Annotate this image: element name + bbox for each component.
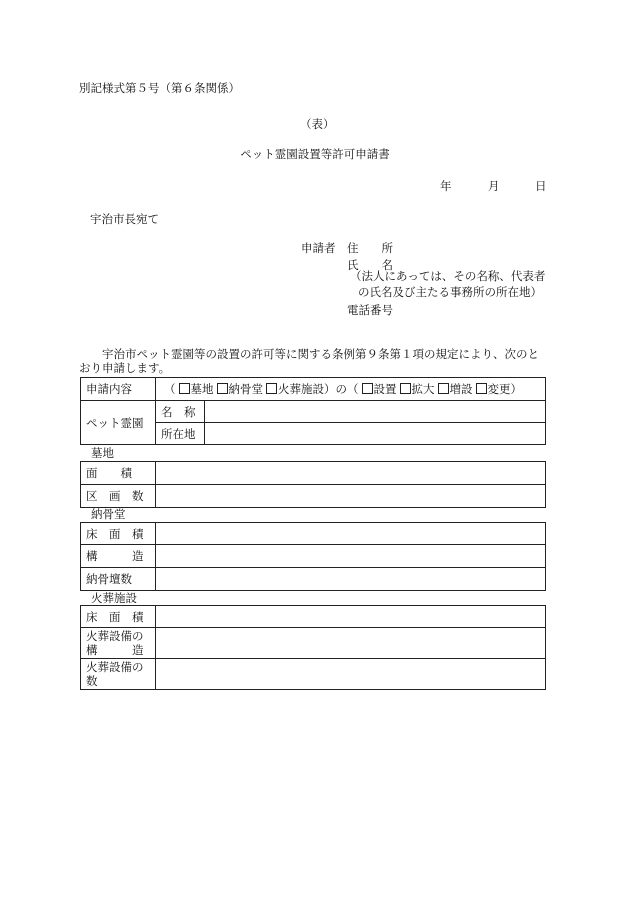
- name-label: 氏 名: [347, 258, 393, 272]
- checkbox-zosetsu[interactable]: [438, 383, 449, 394]
- option-zosetsu: 増設: [449, 382, 473, 396]
- corporation-note: [350, 268, 545, 300]
- option-kakudai: 拡大: [411, 382, 435, 396]
- kaso-equip-count-line1: 火葬設備の: [86, 660, 144, 674]
- bochi-plots-label: 区 画 数: [81, 485, 156, 508]
- kaso-equip-structure-line2: 構 造: [86, 643, 144, 657]
- kaso-equip-structure-line1: 火葬設備の: [86, 629, 144, 643]
- nokotsudo-structure-label: 構 造: [81, 545, 156, 568]
- pet-cemetery-label: ペット霊園: [81, 401, 156, 445]
- paren: （: [164, 382, 176, 396]
- content-label: 申請内容: [81, 378, 156, 401]
- kaso-equip-count-label: [81, 659, 156, 690]
- nokotsudo-structure-field[interactable]: [156, 545, 546, 568]
- month-label: 月: [488, 179, 500, 193]
- section-kaso: 火葬施設: [91, 591, 137, 605]
- cemetery-name-field[interactable]: [205, 401, 546, 423]
- kaso-floor-area-field[interactable]: [156, 606, 546, 628]
- section-nokotsudo: 納骨堂: [91, 507, 126, 521]
- bochi-area-field[interactable]: [156, 462, 546, 485]
- cemetery-location-label: 所在地: [156, 423, 205, 445]
- day-label: 日: [535, 179, 547, 193]
- phone-label: 電話番号: [347, 303, 393, 317]
- addressee: 宇治市長宛て: [90, 212, 159, 226]
- intro-text: 宇治市ペット霊園等の設置の許可等に関する条例第９条第１項の規定により、次のとおり申請します。: [79, 347, 539, 375]
- corporation-note-line2: の氏名及び主たる事務所の所在地）: [358, 285, 542, 299]
- checkbox-kakudai[interactable]: [400, 383, 411, 394]
- corporation-note-line1: （法人にあっては、その名称、代表者: [350, 269, 546, 283]
- page-side-label: （表）: [300, 117, 335, 131]
- kaso-equip-count-line2: 数: [86, 674, 98, 688]
- checkbox-nokotsudo[interactable]: [217, 383, 228, 394]
- year-label: 年: [440, 179, 452, 193]
- option-henko: 変更: [487, 382, 511, 396]
- application-table: [80, 377, 546, 445]
- option-nokotsudo: 納骨堂: [228, 382, 263, 396]
- nokotsudo-floor-area-field[interactable]: [156, 523, 546, 545]
- bochi-table: [80, 461, 546, 508]
- checkbox-setchi[interactable]: [362, 383, 373, 394]
- bochi-area-label: 面 積: [81, 462, 156, 485]
- option-kaso: 火葬施設: [278, 382, 324, 396]
- nokotsudo-altar-count-label: 納骨壇数: [81, 568, 156, 591]
- section-bochi: 墓地: [91, 446, 114, 460]
- kaso-table: [80, 605, 546, 690]
- nokotsudo-floor-area-label: 床 面 積: [81, 523, 156, 545]
- checkbox-bochi[interactable]: [179, 383, 190, 394]
- address-label: 住 所: [347, 241, 393, 255]
- kaso-equip-count-field[interactable]: [156, 659, 546, 690]
- cemetery-location-field[interactable]: [205, 423, 546, 445]
- option-bochi: 墓地: [190, 382, 214, 396]
- content-options: [156, 378, 546, 401]
- bochi-plots-field[interactable]: [156, 485, 546, 508]
- nokotsudo-table: [80, 522, 546, 591]
- kaso-equip-structure-label: [81, 628, 156, 659]
- paren-middle: ）の（: [324, 382, 359, 396]
- paren-close: ）: [510, 382, 522, 396]
- option-setchi: 設置: [373, 382, 397, 396]
- form-number: 別記様式第５号（第６条関係）: [79, 81, 240, 95]
- kaso-floor-area-label: 床 面 積: [81, 606, 156, 628]
- checkbox-henko[interactable]: [476, 383, 487, 394]
- cemetery-name-label: 名 称: [156, 401, 205, 423]
- kaso-equip-structure-field[interactable]: [156, 628, 546, 659]
- applicant-label: 申請者: [301, 241, 336, 255]
- nokotsudo-altar-count-field[interactable]: [156, 568, 546, 591]
- checkbox-kaso[interactable]: [266, 383, 277, 394]
- document-title: ペット霊園設置等許可申請書: [240, 147, 390, 161]
